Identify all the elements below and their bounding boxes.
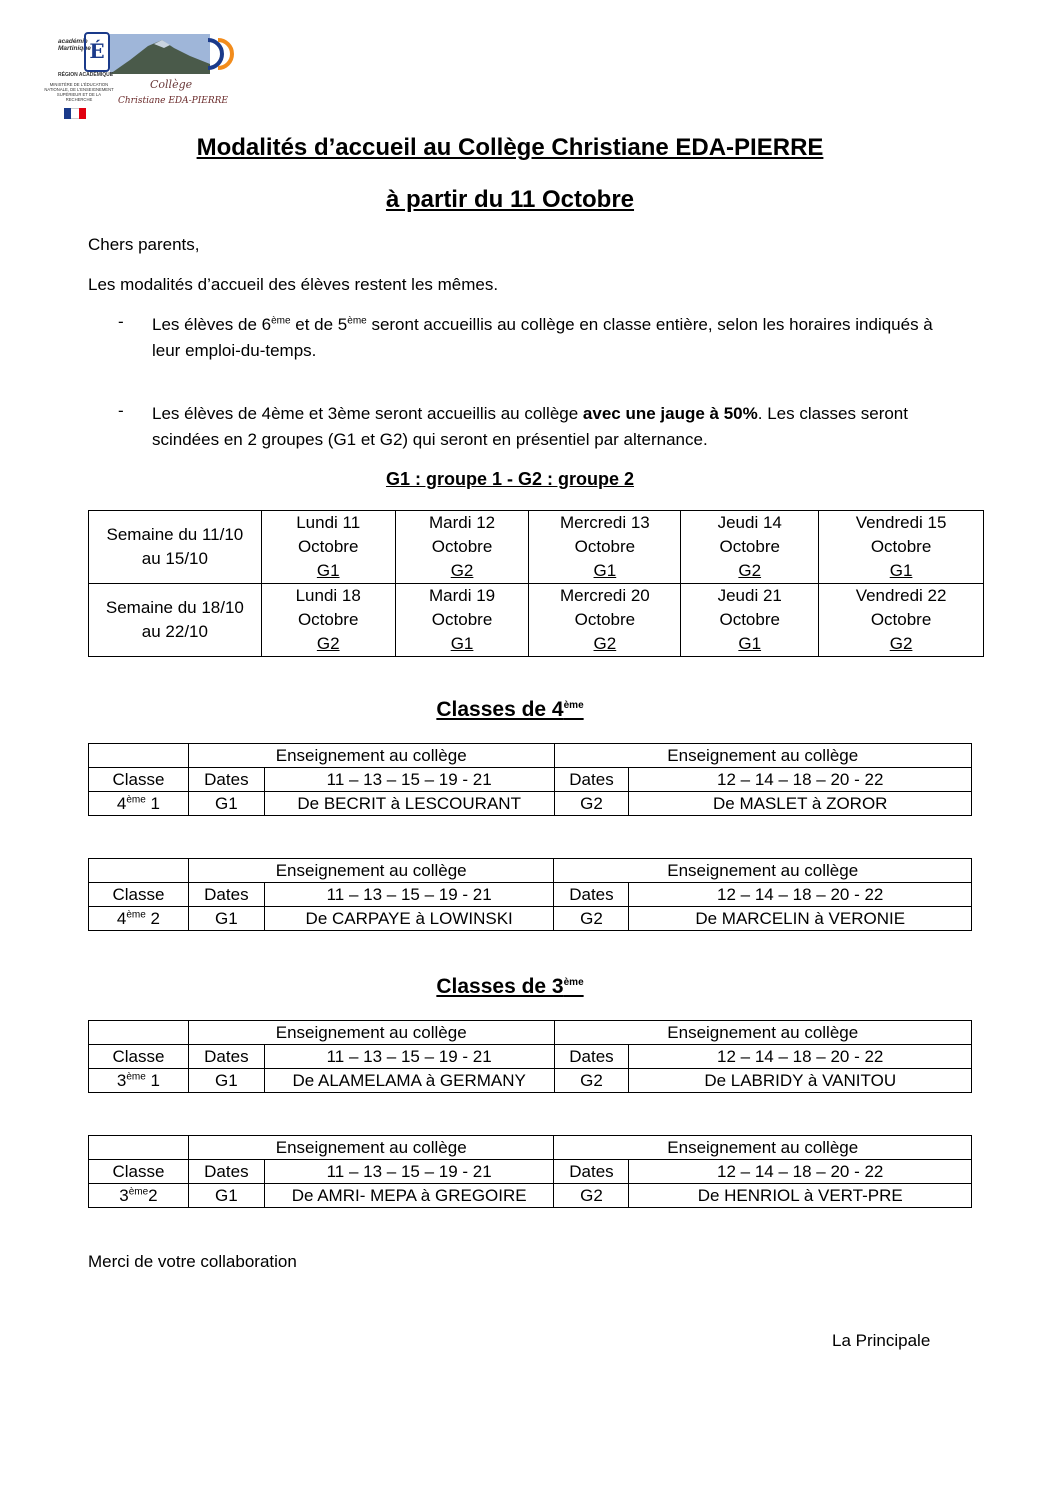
greeting: Chers parents, xyxy=(88,235,200,254)
col-classe: Classe xyxy=(89,768,189,792)
day-cell xyxy=(681,584,819,657)
dates-g2: 12 – 14 – 18 – 20 - 22 xyxy=(629,768,972,792)
academie-e-icon: É xyxy=(84,32,110,72)
day-cell xyxy=(395,511,529,584)
col-classe: Classe xyxy=(89,1045,189,1069)
bullet-1-part: seront accueillis au collège en classe entière, selon les horaires indiqués à leur emploi-du-temps. xyxy=(152,315,933,360)
table-row xyxy=(89,859,972,883)
day-cell xyxy=(819,584,984,657)
class-table-4-1 xyxy=(88,743,972,816)
class-cell xyxy=(89,1184,189,1208)
col-classe: Classe xyxy=(89,883,189,907)
empty-cell xyxy=(89,1021,189,1045)
g2-cell: G2 xyxy=(554,792,629,816)
month-label: Octobre xyxy=(297,537,359,556)
col-dates: Dates xyxy=(188,883,264,907)
week-label: au 22/10 xyxy=(141,622,208,641)
group-label: G2 xyxy=(316,634,340,653)
col-dates: Dates xyxy=(188,768,264,792)
month-label: Octobre xyxy=(574,610,636,629)
day-label: Mardi 19 xyxy=(428,586,496,605)
group-label: G2 xyxy=(450,561,474,580)
dates-g1: 11 – 13 – 15 – 19 - 21 xyxy=(264,1160,554,1184)
bullet-1 xyxy=(152,312,952,364)
header-cell: Enseignement au collège xyxy=(554,1021,972,1045)
signature: La Principale xyxy=(832,1331,931,1350)
class-cell xyxy=(89,1069,189,1093)
class-table-3-1 xyxy=(88,1020,972,1093)
intro-text: Les modalités d’accueil des élèves restent les mêmes. xyxy=(88,275,499,294)
month-label: Octobre xyxy=(431,537,493,556)
college-label: Collège xyxy=(150,78,193,91)
g2-cell: G2 xyxy=(554,1184,629,1208)
group-label: G2 xyxy=(738,561,762,580)
table-row xyxy=(89,1160,972,1184)
week-cell xyxy=(89,511,262,584)
g1-range: De AMRI- MEPA à GREGOIRE xyxy=(264,1184,554,1208)
group-label: G2 xyxy=(593,634,617,653)
g2-cell: G2 xyxy=(554,907,629,931)
french-flag-icon xyxy=(64,108,86,119)
col-dates: Dates xyxy=(554,1045,629,1069)
day-label: Jeudi 21 xyxy=(717,586,782,605)
table-row xyxy=(89,768,972,792)
college-logo xyxy=(44,30,244,122)
class-table-3-2 xyxy=(88,1135,972,1208)
week-label: Semaine du 11/10 xyxy=(106,525,244,544)
header-cell: Enseignement au collège xyxy=(554,1136,972,1160)
group-label: G2 xyxy=(889,634,913,653)
class-suffix: 1 xyxy=(145,1070,160,1090)
dates-g2: 12 – 14 – 18 – 20 - 22 xyxy=(629,1160,972,1184)
page-subtitle: à partir du 11 Octobre xyxy=(385,186,635,213)
bullet-dash-2: - xyxy=(118,401,124,420)
g2-range: De MARCELIN à VERONIE xyxy=(629,907,972,931)
dates-g1: 11 – 13 – 15 – 19 - 21 xyxy=(264,1045,554,1069)
arcs-icon xyxy=(204,36,236,72)
bullet-2-part: . Les classes seront scindées en 2 groupes (G1 et G2) qui seront en présentiel par alternance. xyxy=(152,404,908,449)
empty-cell xyxy=(89,859,189,883)
g1-cell: G1 xyxy=(188,792,264,816)
g1-range: De BECRIT à LESCOURANT xyxy=(264,792,554,816)
sup-text: ème xyxy=(563,700,584,711)
class-suffix: 2 xyxy=(145,908,160,928)
closing-text: Merci de votre collaboration xyxy=(88,1252,297,1271)
month-label: Octobre xyxy=(870,610,932,629)
week-label: au 15/10 xyxy=(141,549,208,568)
month-label: Octobre xyxy=(870,537,932,556)
class-cell xyxy=(89,907,189,931)
empty-cell xyxy=(89,744,189,768)
day-cell xyxy=(529,511,681,584)
group-label: G1 xyxy=(889,561,913,580)
header-cell: Enseignement au collège xyxy=(554,859,972,883)
g1-cell: G1 xyxy=(188,1184,264,1208)
header-cell: Enseignement au collège xyxy=(188,744,554,768)
dates-g2: 12 – 14 – 18 – 20 - 22 xyxy=(629,883,972,907)
dates-g2: 12 – 14 – 18 – 20 - 22 xyxy=(629,1045,972,1069)
header-cell: Enseignement au collège xyxy=(188,1021,554,1045)
empty-cell xyxy=(89,1136,189,1160)
week-cell xyxy=(89,584,262,657)
section-3eme-title xyxy=(0,975,1020,999)
g2-range: De LABRIDY à VANITOU xyxy=(629,1069,972,1093)
class-num: 3 xyxy=(119,1185,129,1205)
class-num: 4 xyxy=(116,793,127,813)
month-label: Octobre xyxy=(297,610,359,629)
col-dates: Dates xyxy=(188,1160,264,1184)
g1-cell: G1 xyxy=(188,907,264,931)
day-label: Lundi 18 xyxy=(295,586,361,605)
sup-text: ème xyxy=(126,908,146,920)
day-cell xyxy=(529,584,681,657)
day-label: Vendredi 15 xyxy=(855,513,947,532)
class-suffix: 2 xyxy=(148,1185,158,1205)
page-title: Modalités d’accueil au Collège Christiane EDA-PIERRE xyxy=(196,134,824,161)
day-cell xyxy=(819,511,984,584)
table-row xyxy=(89,1045,972,1069)
header-cell: Enseignement au collège xyxy=(188,1136,554,1160)
bullet-dash-1: - xyxy=(118,312,124,331)
week-schedule-table xyxy=(88,510,984,657)
g2-cell: G2 xyxy=(554,1069,629,1093)
header-cell: Enseignement au collège xyxy=(188,859,554,883)
day-label: Lundi 11 xyxy=(296,513,361,532)
day-label: Mercredi 13 xyxy=(560,513,650,532)
day-label: Vendredi 22 xyxy=(855,586,947,605)
ministere-label: MINISTÈRE DE L'ÉDUCATION NATIONALE, DE L'ENSEIGNEMENT SUPÉRIEUR ET DE LA RECHERCHE xyxy=(44,82,114,102)
sup-text: ème xyxy=(126,793,146,805)
day-cell xyxy=(681,511,819,584)
col-dates: Dates xyxy=(554,883,629,907)
day-label: Jeudi 14 xyxy=(717,513,782,532)
g1-cell: G1 xyxy=(188,1069,264,1093)
col-classe: Classe xyxy=(89,1160,189,1184)
group-label: G1 xyxy=(593,561,617,580)
month-label: Octobre xyxy=(719,537,780,556)
sup-text: ème xyxy=(126,1070,146,1082)
bullet-2-bold: avec une jauge à 50% xyxy=(582,404,758,423)
bullet-1-part: Les élèves de 6 xyxy=(152,315,272,334)
table-row xyxy=(89,883,972,907)
table-row xyxy=(89,511,984,584)
mountain-icon xyxy=(110,34,210,74)
region-label: RÉGION ACADÉMIQUE xyxy=(58,72,114,78)
group-label: G1 xyxy=(450,634,474,653)
class-suffix: 1 xyxy=(145,793,160,813)
sup-text: ème xyxy=(563,977,584,988)
day-label: Mardi 12 xyxy=(428,513,496,532)
col-dates: Dates xyxy=(554,768,629,792)
col-dates: Dates xyxy=(554,1160,629,1184)
g2-range: De MASLET à ZOROR xyxy=(629,792,972,816)
month-label: Octobre xyxy=(719,610,780,629)
table-row xyxy=(89,744,972,768)
bullet-2-part: Les élèves de 4ème et 3ème seront accueillis au collège xyxy=(152,404,583,423)
day-cell xyxy=(261,584,395,657)
sup-text: ème xyxy=(128,1185,149,1197)
section-label: Classes de 3 xyxy=(436,975,564,998)
table-row xyxy=(89,1021,972,1045)
academie-label: académie Martinique xyxy=(58,38,91,52)
month-label: Octobre xyxy=(574,537,636,556)
bullet-2 xyxy=(152,401,952,453)
group-label: G1 xyxy=(738,634,762,653)
college-name-label: Christiane EDA-PIERRE xyxy=(118,96,228,106)
class-num: 3 xyxy=(116,1070,127,1090)
g1-range: De CARPAYE à LOWINSKI xyxy=(264,907,554,931)
g1-range: De ALAMELAMA à GERMANY xyxy=(264,1069,554,1093)
header-cell: Enseignement au collège xyxy=(554,744,971,768)
sup-text: ème xyxy=(271,315,291,327)
day-cell xyxy=(395,584,529,657)
month-label: Octobre xyxy=(431,610,493,629)
section-4eme-title xyxy=(0,698,1020,722)
group-label: G1 xyxy=(316,561,340,580)
bullet-1-part: et de 5 xyxy=(290,315,348,334)
sup-text: ème xyxy=(347,315,367,327)
day-label: Mercredi 20 xyxy=(560,586,650,605)
dates-g1: 11 – 13 – 15 – 19 - 21 xyxy=(264,883,554,907)
table-row xyxy=(89,584,984,657)
table-row xyxy=(89,792,972,816)
g2-range: De HENRIOL à VERT-PRE xyxy=(629,1184,972,1208)
week-label: Semaine du 18/10 xyxy=(105,598,244,617)
class-num: 4 xyxy=(116,908,127,928)
table-row xyxy=(89,1136,972,1160)
class-table-4-2 xyxy=(88,858,972,931)
class-cell xyxy=(89,792,189,816)
section-label: Classes de 4 xyxy=(436,698,564,721)
col-dates: Dates xyxy=(188,1045,264,1069)
table-row xyxy=(89,1069,972,1093)
table-row xyxy=(89,907,972,931)
groups-legend: G1 : groupe 1 - G2 : groupe 2 xyxy=(385,469,635,489)
table-row xyxy=(89,1184,972,1208)
day-cell xyxy=(261,511,395,584)
dates-g1: 11 – 13 – 15 – 19 - 21 xyxy=(264,768,554,792)
